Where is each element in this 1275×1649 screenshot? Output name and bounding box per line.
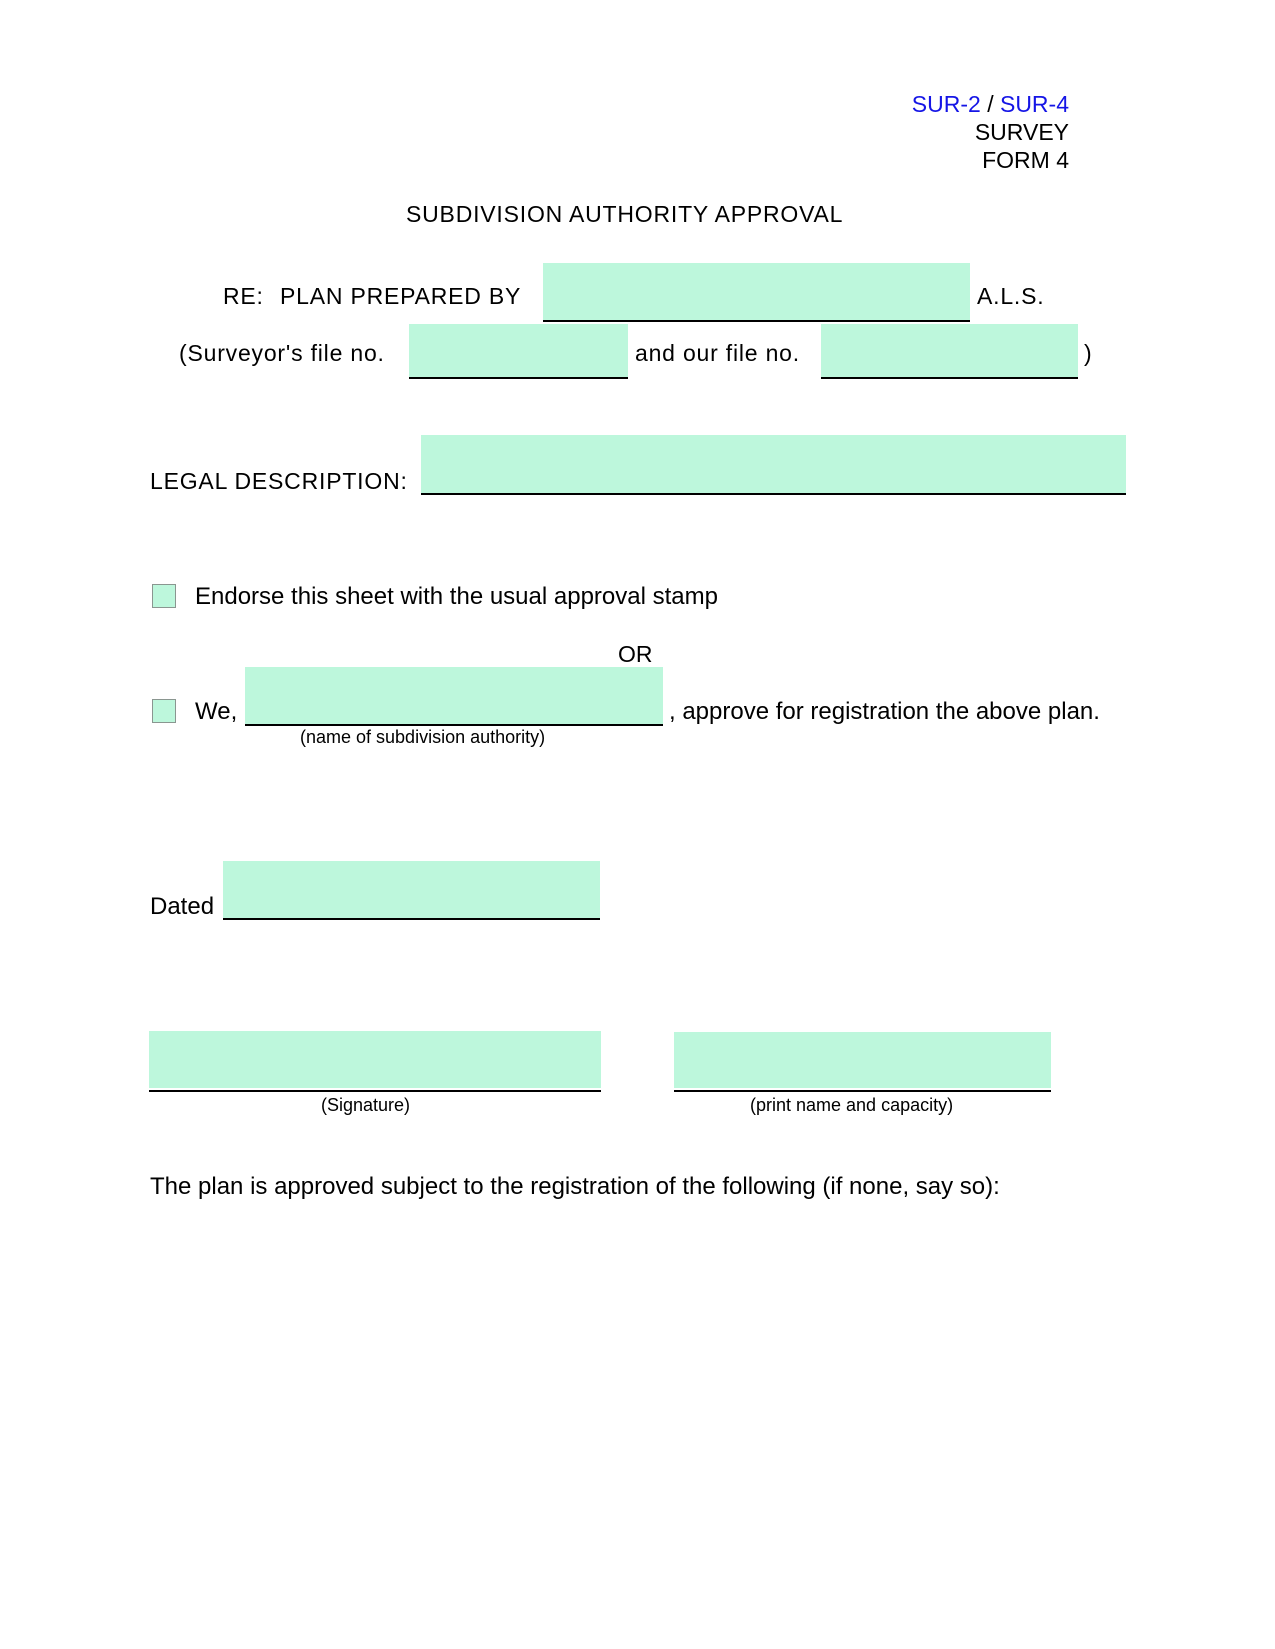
we-approve-checkbox[interactable] xyxy=(152,699,176,723)
dated-field[interactable] xyxy=(223,861,600,920)
surveyor-file-field[interactable] xyxy=(409,324,628,379)
or-separator: OR xyxy=(618,641,653,667)
plan-prepared-by-field[interactable] xyxy=(543,263,970,322)
conditions-statement: The plan is approved subject to the registration of the following (if none, say so): xyxy=(150,1173,1000,1200)
close-paren: ) xyxy=(1084,340,1092,366)
als-label: A.L.S. xyxy=(977,283,1045,309)
endorse-checkbox[interactable] xyxy=(152,584,176,608)
link-separator: / xyxy=(980,91,1000,117)
our-file-label: and our file no. xyxy=(635,340,800,366)
print-name-field[interactable] xyxy=(674,1032,1051,1088)
print-name-line xyxy=(674,1090,1051,1092)
header-form-number: FORM 4 xyxy=(982,147,1069,173)
print-name-caption: (print name and capacity) xyxy=(750,1095,954,1115)
page-title: SUBDIVISION AUTHORITY APPROVAL xyxy=(406,201,844,227)
our-file-field[interactable] xyxy=(821,324,1078,379)
surveyor-file-label: (Surveyor's file no. xyxy=(179,340,385,366)
sur-4-link[interactable]: SUR-4 xyxy=(999,91,1069,117)
signature-line xyxy=(149,1090,601,1092)
subdivision-authority-caption: (name of subdivision authority) xyxy=(300,727,546,747)
legal-description-field[interactable] xyxy=(421,435,1126,495)
plan-prepared-by-label: PLAN PREPARED BY xyxy=(280,283,522,309)
signature-caption: (Signature) xyxy=(321,1095,411,1115)
subdivision-authority-field[interactable] xyxy=(245,667,663,726)
re-label: RE: xyxy=(223,283,264,309)
legal-description-label: LEGAL DESCRIPTION: xyxy=(150,468,408,494)
approve-statement: , approve for registration the above plan. xyxy=(669,698,1100,725)
signature-field[interactable] xyxy=(149,1031,601,1088)
form-reference-links xyxy=(912,91,1069,118)
we-label: We, xyxy=(195,698,238,725)
dated-label: Dated xyxy=(150,893,215,920)
sur-2-link[interactable]: SUR-2 xyxy=(911,91,981,117)
header-survey-label: SURVEY xyxy=(974,119,1069,145)
endorse-label: Endorse this sheet with the usual approval stamp xyxy=(195,583,718,610)
